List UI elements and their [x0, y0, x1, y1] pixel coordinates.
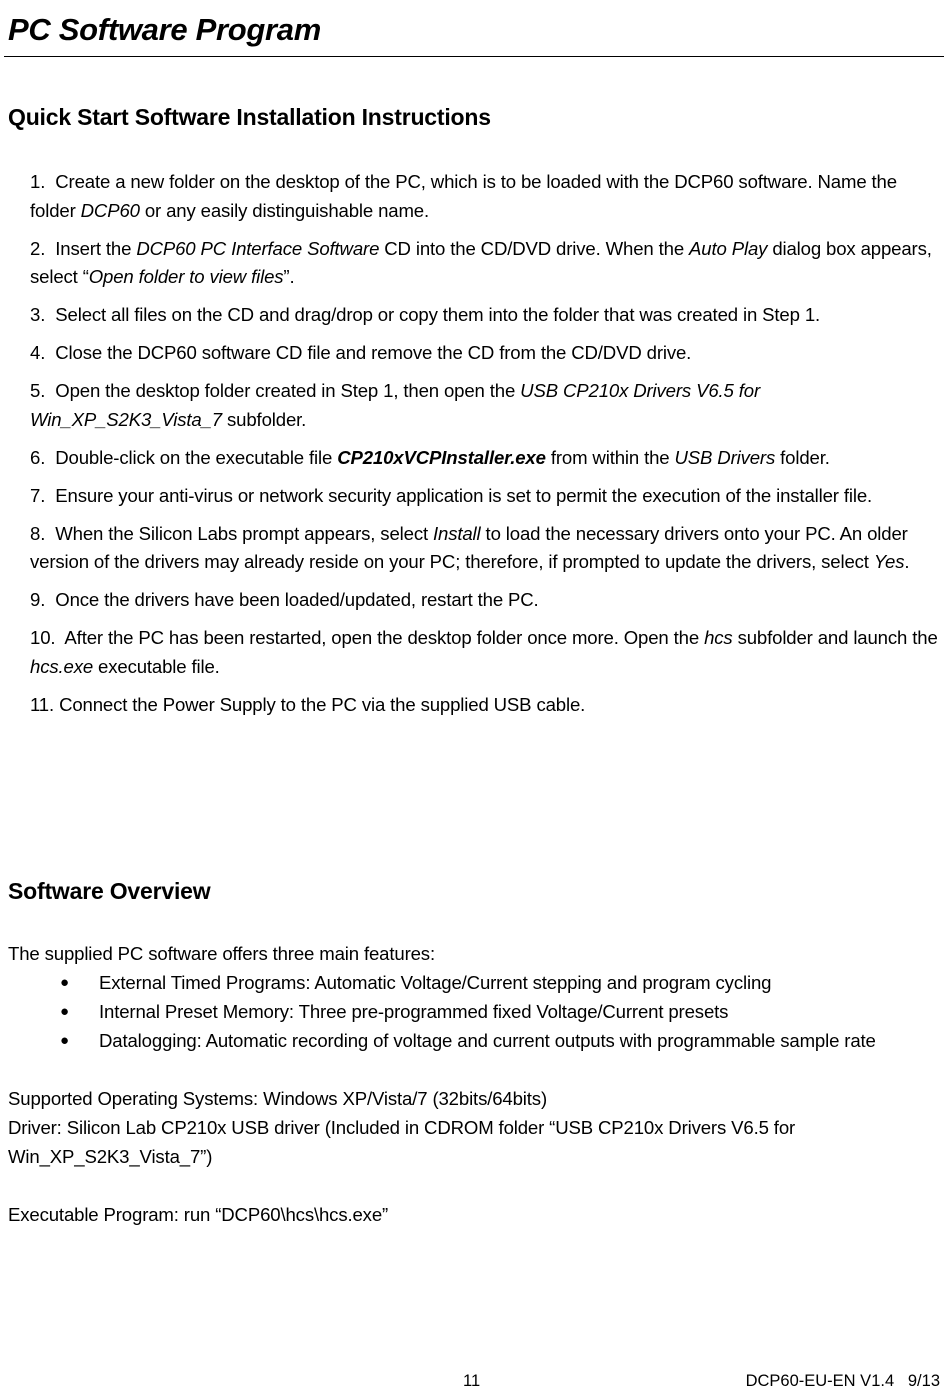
step-item: 9. Once the drivers have been loaded/updated, restart the PC. [30, 589, 539, 610]
page-title: PC Software Program [8, 12, 321, 47]
step-item: 11. Connect the Power Supply to the PC via the supplied USB cable. [30, 693, 586, 715]
bullet-icon: ● [60, 1003, 69, 1020]
feature-item: ● Internal Preset Memory: Three pre-programmed fixed Voltage/Current presets [8, 997, 938, 1026]
document-id: DCP60-EU-EN V1.4 9/13 [745, 1372, 940, 1390]
supported-os: Supported Operating Systems: Windows XP/Vista/7 (32bits/64bits) [8, 1088, 547, 1109]
step-item: 5. Open the desktop folder created in Step 1, then open the USB CP210x Drivers V6.5 for Win_XP_S2K3_Vista_7 subfolder. [30, 380, 760, 430]
step-item: 8. When the Silicon Labs prompt appears, select Install to load the necessary drivers onto your PC. An older version of the drivers may already reside on your PC; therefore, if prompted to update the drivers, select Yes. [30, 522, 910, 572]
step-item: 3. Select all files on the CD and drag/drop or copy them into the folder that was created in Step 1. [30, 304, 821, 325]
step-item: 2. Insert the DCP60 PC Interface Software CD into the CD/DVD drive. When the Auto Play dialog box appears, select “Open folder to view files”. [30, 237, 932, 287]
bullet-icon: ● [60, 974, 69, 991]
feature-list [8, 968, 938, 1055]
title-divider [4, 56, 944, 57]
step-item: 7. Ensure your anti-virus or network security application is set to permit the execution of the installer file. [30, 484, 873, 506]
software-overview [8, 939, 938, 1229]
step-item: 10. After the PC has been restarted, open the desktop folder once more. Open the hcs subfolder and launch the hcs.exe executable file. [30, 627, 938, 677]
step-item: 6. Double-click on the executable file CP210xVCPInstaller.exe from within the USB Drivers folder. [30, 446, 830, 468]
software-overview-heading: Software Overview [8, 878, 211, 904]
page-number: 11 [463, 1372, 481, 1390]
driver-info: Driver: Silicon Lab CP210x USB driver (Included in CDROM folder “USB CP210x Drivers V6.5 for Win_XP_S2K3_Vista_7”) [8, 1117, 796, 1167]
quick-start-heading: Quick Start Software Installation Instructions [8, 104, 491, 130]
executable-program: Executable Program: run “DCP60\hcs\hcs.exe” [8, 1204, 389, 1225]
feature-item: ● External Timed Programs: Automatic Voltage/Current stepping and program cycling [8, 968, 938, 997]
step-item: 1. Create a new folder on the desktop of the PC, which is to be loaded with the DCP60 software. Name the folder DCP60 or any easily distinguishable name. [30, 171, 897, 221]
bullet-icon: ● [60, 1032, 69, 1049]
installation-steps [30, 168, 942, 729]
overview-intro: The supplied PC software offers three main features: [8, 943, 435, 964]
feature-item: ● Datalogging: Automatic recording of voltage and current outputs with programmable sample rate [8, 1026, 938, 1055]
step-item: 4. Close the DCP60 software CD file and remove the CD from the CD/DVD drive. [30, 342, 692, 363]
